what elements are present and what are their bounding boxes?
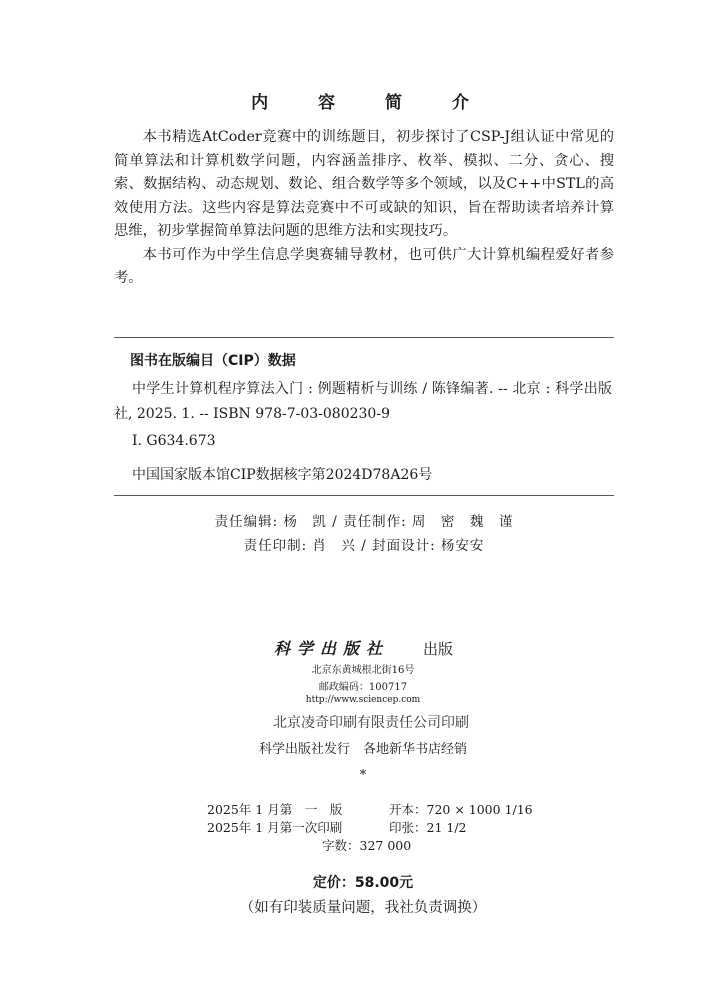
cip-verification: 中国国家版本馆CIP数据核字第2024D78A26号 <box>132 467 433 483</box>
intro-paragraph-2: 本书可作为中学生信息学奥赛辅导教材，也可供广大计算机编程爱好者参考。 <box>114 246 614 286</box>
publisher-logo: 科学出版社 <box>274 639 390 658</box>
spec-format: 开本：720 × 1000 1/16 <box>389 802 533 817</box>
publisher-suffix: 出版 <box>423 640 454 658</box>
distribution-line: 科学出版社发行 各地新华书店经销 <box>258 742 467 757</box>
intro-section <box>114 126 614 291</box>
spec-word-count: 字数：327 000 <box>322 838 412 853</box>
cip-heading: 图书在版编目（CIP）数据 <box>130 353 296 369</box>
publisher-postcode: 邮政编码：100717 <box>318 682 408 693</box>
cip-classification: Ⅰ. G634.673 <box>132 433 216 449</box>
divider-bottom <box>114 495 614 496</box>
divider-top <box>114 337 614 338</box>
publisher-address: 北京东黄城根北街16号 <box>311 665 415 676</box>
separator-star: * <box>359 768 367 783</box>
spec-sheets: 印张：21 1/2 <box>389 820 467 835</box>
credits-line-2: 责任印制: 肖 兴 / 封面设计: 杨安安 <box>243 538 485 554</box>
publisher-website: http://www.sciencep.com <box>305 695 421 705</box>
price: 定价：58.00元 <box>312 875 414 891</box>
intro-paragraph-1: 本书精选AtCoder竞赛中的训练题目，初步探讨了CSP-J组认证中常见的简单算法和计算机数学问题，内容涵盖排序、枚举、模拟、二分、贪心、搜索、数据结构、动态规划、数论、组合数学等多个领域，以及C++中STL的高效使用方法。这些内容是算法竞赛中不可或缺的知识，旨在帮助读者培养计算思维，初步掌握简单算法问题的思维方法和实现技巧。 <box>114 129 614 239</box>
credits-line-1: 责任编辑: 杨 凯 / 责任制作: 周 密 魏 谨 <box>214 514 514 530</box>
cip-record: 中学生计算机程序算法入门 : 例题精析与训练 / 陈锋编著. -- 北京 : 科学出版社, 2025. 1. -- ISBN 978-7-03-080230-9 <box>114 381 612 422</box>
printer-line: 北京凌奇印刷有限责任公司印刷 <box>273 715 469 731</box>
page-title: 内 容 简 介 <box>251 93 491 113</box>
spec-printing: 2025年 1 月第一次印刷 <box>207 820 343 835</box>
spec-edition: 2025年 1 月第 一 版 <box>207 802 343 817</box>
quality-note: （如有印装质量问题，我社负责调换） <box>239 900 487 916</box>
